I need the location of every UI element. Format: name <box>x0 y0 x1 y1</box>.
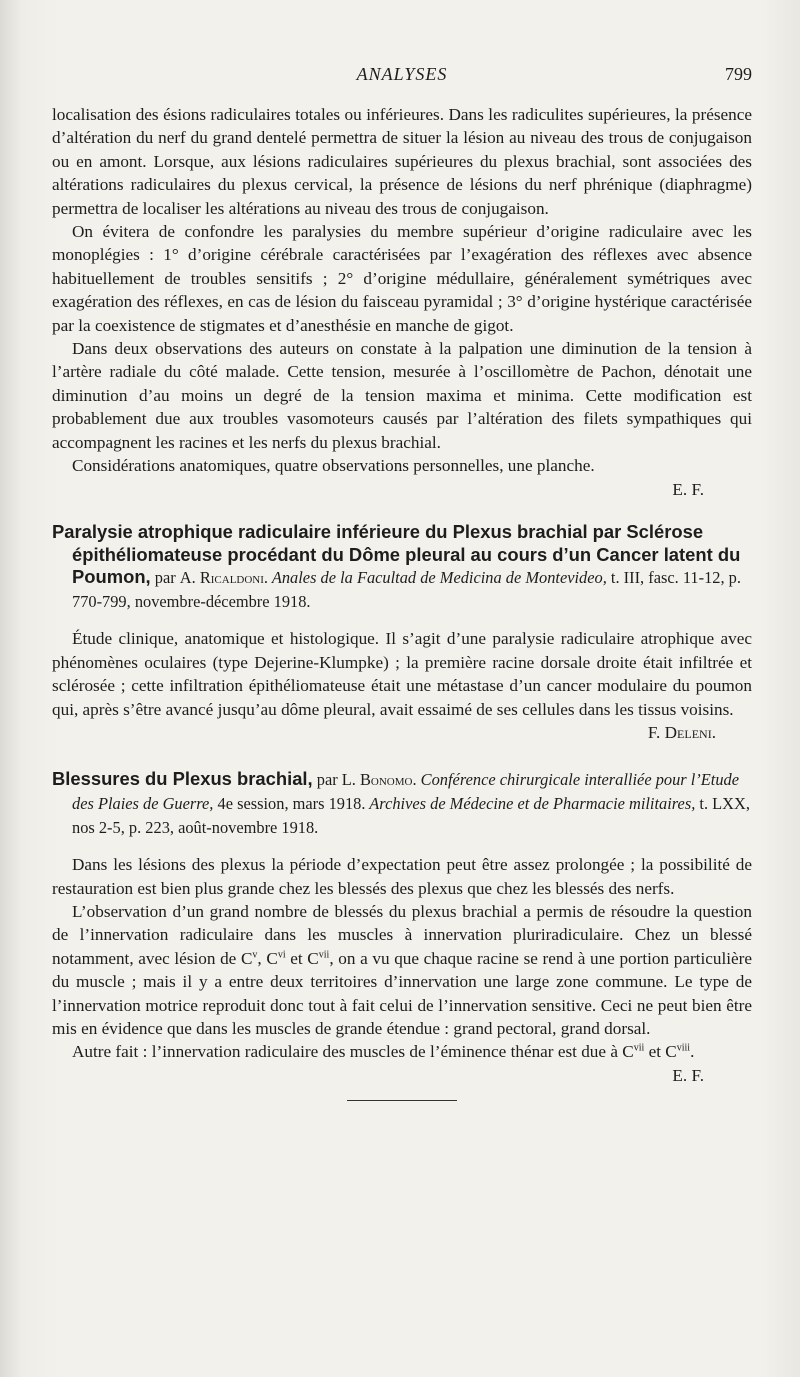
running-title: ANALYSES <box>356 64 448 84</box>
superscript: v <box>252 948 258 960</box>
reference-conference: Conférence chirurgicale interalliée pour l’Etude des Plaies de Guerre, <box>72 770 739 813</box>
paragraph-text: , C <box>257 948 278 968</box>
section-divider <box>347 1100 457 1101</box>
article-title <box>52 768 752 839</box>
article-title-text: Blessures du Plexus brachial, <box>52 768 313 790</box>
paragraph: Dans deux observations des auteurs on constate à la palpation une diminution de la tension à l’artère radiale du côté malade. Cette tension, mesurée à l’oscillomètre de Pachon, dénotait une diminution d’au moins un degré de la tension maxima et minima. Cette modification est probablement due aux troubles vasomoteurs causés par l’altération des filets sympathiques qui accompagnent les racines et les nerfs du plexus brachial. <box>52 339 752 452</box>
superscript: vi <box>277 948 286 960</box>
article-title <box>52 521 752 613</box>
reference-par: par <box>312 770 342 790</box>
paragraph: On évitera de confondre les paralysies du membre supérieur d’origine radiculaire avec les monoplégies : 1° d’origine cérébrale caractérisées par l’exagération des réflexes avec absence habituellement de troubles sensitifs ; 2° d’origine médullaire, généralement symétriques avec exagération des réflexes, en cas de lésion du faisceau pyramidal ; 3° d’origine hystérique caractérisée par la coexistence de stigmates et d’anesthésie en manche de gigot. <box>52 222 752 335</box>
paragraph-text: Autre fait : l’innervation radiculaire des muscles de l’éminence thénar est due à C <box>72 1042 634 1062</box>
paragraph-text: et C <box>644 1042 677 1062</box>
author-signature: E. F. <box>672 1065 704 1085</box>
superscript: viii <box>676 1042 691 1054</box>
article-title-text: Paralysie atrophique radiculaire inférieure du Plexus brachial par Sclérose épithéliomateuse procédant du Dôme pleural au cours d’un Cancer latent du Poumon, <box>52 520 741 588</box>
page-header <box>52 64 752 88</box>
reference-par: par <box>150 568 180 588</box>
reference-journal: Anales de la Facultad de Medicina de Montevideo, <box>268 568 607 588</box>
reference-details: t. III, fasc. 11-12, p. 770-799, novembre-décembre 1918. <box>72 568 741 611</box>
paragraph-text: et C <box>285 948 319 968</box>
paragraph: Dans les lésions des plexus la période d’expectation peut être assez prolongée ; la possibilité de restauration est bien plus grande chez les blessés des plexus que chez les blessés des nerfs. <box>52 855 752 898</box>
paragraph-text: L’observation d’un grand nombre de blessés du plexus brachial a permis de résoudre la question de l’innervation radiculaire dans les muscles à innervation pluriradiculaire. Chez un blessé notamment, avec lésion de C <box>52 901 752 968</box>
paragraph <box>52 1040 752 1085</box>
reference-session: 4e session, mars 1918. <box>213 793 366 813</box>
paragraph: Considérations anatomiques, quatre observations personnelles, une planche. <box>72 456 595 476</box>
author-signature: E. F. <box>672 479 704 499</box>
reference-journal: Archives de Médecine et de Pharmacie militaires, <box>365 793 696 813</box>
paragraph <box>52 900 752 1040</box>
superscript: vii <box>318 948 330 960</box>
paragraph: localisation des ésions radiculaires totales ou inférieures. Dans les radiculites supérieures, la présence d’altération du nerf du grand dentelé permettra de situer la lésion au niveau des trous de conjugaison ou en amont. Lorsque, aux lésions radiculaires supérieures du plexus brachial, sont associées des altérations radiculaires du plexus cervical, la présence de lésions du nerf phrénique (diaphragme) permettra de localiser les altérations au niveau des trous de conjugaison. <box>52 105 752 218</box>
reference-author: A. Ricaldoni. <box>179 568 269 588</box>
superscript: vii <box>633 1042 645 1054</box>
paragraph: Étude clinique, anatomique et histologique. Il s’agit d’une paralysie radiculaire atrophique avec phénomènes oculaires (type Dejerine-Klumpke) ; la première racine dorsale droite était infiltrée et sclérosée ; cette infiltration épithéliomateuse était une métastase d’un cancer modulaire du poumon qui, après s’être avancé jusqu’au dôme pleural, avait essaimé de ses cellules dans les tissus voisins. <box>52 629 752 719</box>
reference-author: L. Bonomo. <box>341 770 417 790</box>
paragraph-text: . <box>690 1042 695 1062</box>
reference-details: t. LXX, nos 2-5, p. 223, août-novembre 1918. <box>72 793 750 837</box>
author-signature: F. Deleni. <box>647 722 716 742</box>
page-number: 799 <box>725 64 752 84</box>
page-content <box>52 103 752 1101</box>
paragraph-text: , on a vu que chaque racine se rend à une portion particulière du muscle ; mais il y a entre deux territoires d’innervation une large zone commune. Le type de l’innervation motrice reproduit donc tout à fait celui de l’innervation sensitive. Ceci ne peut bien être mis en évidence que dans les muscles de grande étendue : grand pectoral, grand dorsal. <box>52 948 752 1038</box>
